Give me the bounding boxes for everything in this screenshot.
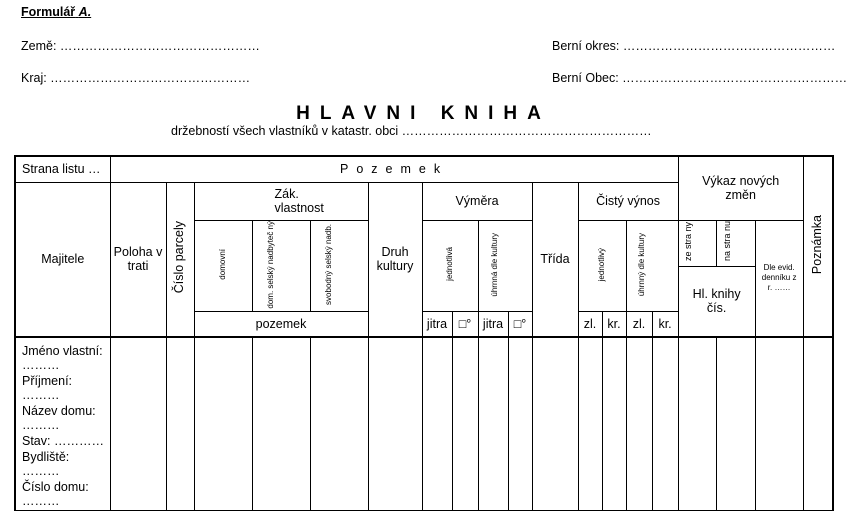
ze-strany-header	[678, 220, 716, 266]
owner-info-cell	[15, 337, 110, 511]
body-cell[interactable]	[578, 337, 602, 511]
na-stranu-header	[716, 220, 755, 266]
dom-selsky-header	[252, 220, 310, 312]
uhrnna-header	[478, 220, 532, 312]
svobodny-header	[310, 220, 368, 312]
ctv-1: □°	[452, 312, 478, 337]
berni-okres-field[interactable]: Berní okres: ……………………………………………	[552, 39, 836, 53]
form-label-letter: A.	[78, 5, 92, 19]
body-cell[interactable]	[194, 337, 252, 511]
ze-strany-label: ze stra ny	[683, 221, 694, 261]
domovni-label: domovní	[217, 248, 227, 280]
body-cell[interactable]	[532, 337, 578, 511]
body-cell[interactable]	[508, 337, 532, 511]
svobodny-label: svobodný selský nadb.	[324, 223, 333, 305]
domovni-header	[194, 220, 252, 312]
owner-bydliste[interactable]: Bydliště: ………	[22, 449, 70, 478]
owner-nazev-domu[interactable]: Název domu: ………	[22, 403, 96, 432]
body-cell[interactable]	[803, 337, 833, 511]
body-cell[interactable]	[110, 337, 166, 511]
zeme-field[interactable]: Země: …………………………………………	[21, 39, 260, 53]
owner-jmeno[interactable]: Jméno vlastní: ………	[22, 343, 103, 372]
pozemek-header: Pozemek	[110, 156, 678, 182]
berni-obec-field[interactable]: Berní Obec: ………………………………………………	[552, 71, 847, 85]
majitele-header: Majitele	[15, 182, 110, 337]
ctv-2: □°	[508, 312, 532, 337]
cislo-parcely-header	[166, 182, 194, 337]
body-cell[interactable]	[452, 337, 478, 511]
body-cell[interactable]	[478, 337, 508, 511]
form-label	[21, 5, 91, 19]
body-cell[interactable]	[626, 337, 652, 511]
jednotlivy-header	[578, 220, 626, 312]
cisty-vynos-header: Čistý výnos	[578, 182, 678, 220]
hl-knihy-header: Hl. knihy čís.	[678, 266, 755, 337]
poloha-header: Poloha v trati	[110, 182, 166, 337]
na-stranu-label: na stra nu	[721, 221, 732, 262]
body-cell[interactable]	[368, 337, 422, 511]
druh-kultury-header: Druh kultury	[368, 182, 422, 337]
body-cell[interactable]	[602, 337, 626, 511]
kraj-field[interactable]: Kraj: …………………………………………	[21, 71, 251, 85]
kr-1: kr.	[602, 312, 626, 337]
kr-2: kr.	[652, 312, 678, 337]
page-title: HLAVNI KNIHA	[296, 103, 551, 124]
uhrnna-label: úhrnná dle kultury	[490, 232, 499, 297]
poznamka-header	[803, 156, 833, 337]
zak-vlastnost-header: Zák. vlastnost	[194, 182, 368, 220]
owner-stav[interactable]: Stav: …………	[22, 433, 104, 448]
uhrnny-header	[626, 220, 678, 312]
form-label-prefix: Formulář	[21, 5, 76, 19]
body-cell[interactable]	[652, 337, 678, 511]
vykaz-header: Výkaz nových změn	[678, 156, 803, 220]
pozemek-subheader: pozemek	[194, 312, 368, 337]
ledger-table	[14, 155, 834, 511]
body-cell[interactable]	[716, 337, 755, 511]
cislo-parcely-label: Číslo parcely	[172, 221, 187, 294]
body-cell[interactable]	[678, 337, 716, 511]
body-cell[interactable]	[422, 337, 452, 511]
jednotlivy-label: jednotlivý	[596, 247, 606, 281]
body-cell[interactable]	[310, 337, 368, 511]
strana-listu-cell: Strana listu …	[15, 156, 110, 182]
dom-selsky-label: dom. selský nadbyteč ný	[266, 220, 275, 309]
jednotliva-header	[422, 220, 478, 312]
body-cell[interactable]	[252, 337, 310, 511]
jitra-1: jitra	[422, 312, 452, 337]
jitra-2: jitra	[478, 312, 508, 337]
dle-evid-header: Dle evid. denníku z r. ……	[755, 220, 803, 337]
body-cell[interactable]	[755, 337, 803, 511]
owner-cislo-domu[interactable]: Číslo domu: ………	[22, 479, 89, 508]
uhrnny-label: úhrnný dle kultury	[637, 232, 647, 296]
poznamka-label: Poznámka	[810, 215, 825, 275]
vymera-header: Výměra	[422, 182, 532, 220]
zl-2: zl.	[626, 312, 652, 337]
page-subtitle: držebností všech vlastníků v katastr. obci ……………………………………………………	[171, 124, 652, 138]
zl-1: zl.	[578, 312, 602, 337]
jednotliva-label: jednotlivá	[444, 247, 454, 282]
owner-prijmeni[interactable]: Příjmení: ………	[22, 373, 73, 402]
trida-header: Třída	[532, 182, 578, 337]
body-cell[interactable]	[166, 337, 194, 511]
